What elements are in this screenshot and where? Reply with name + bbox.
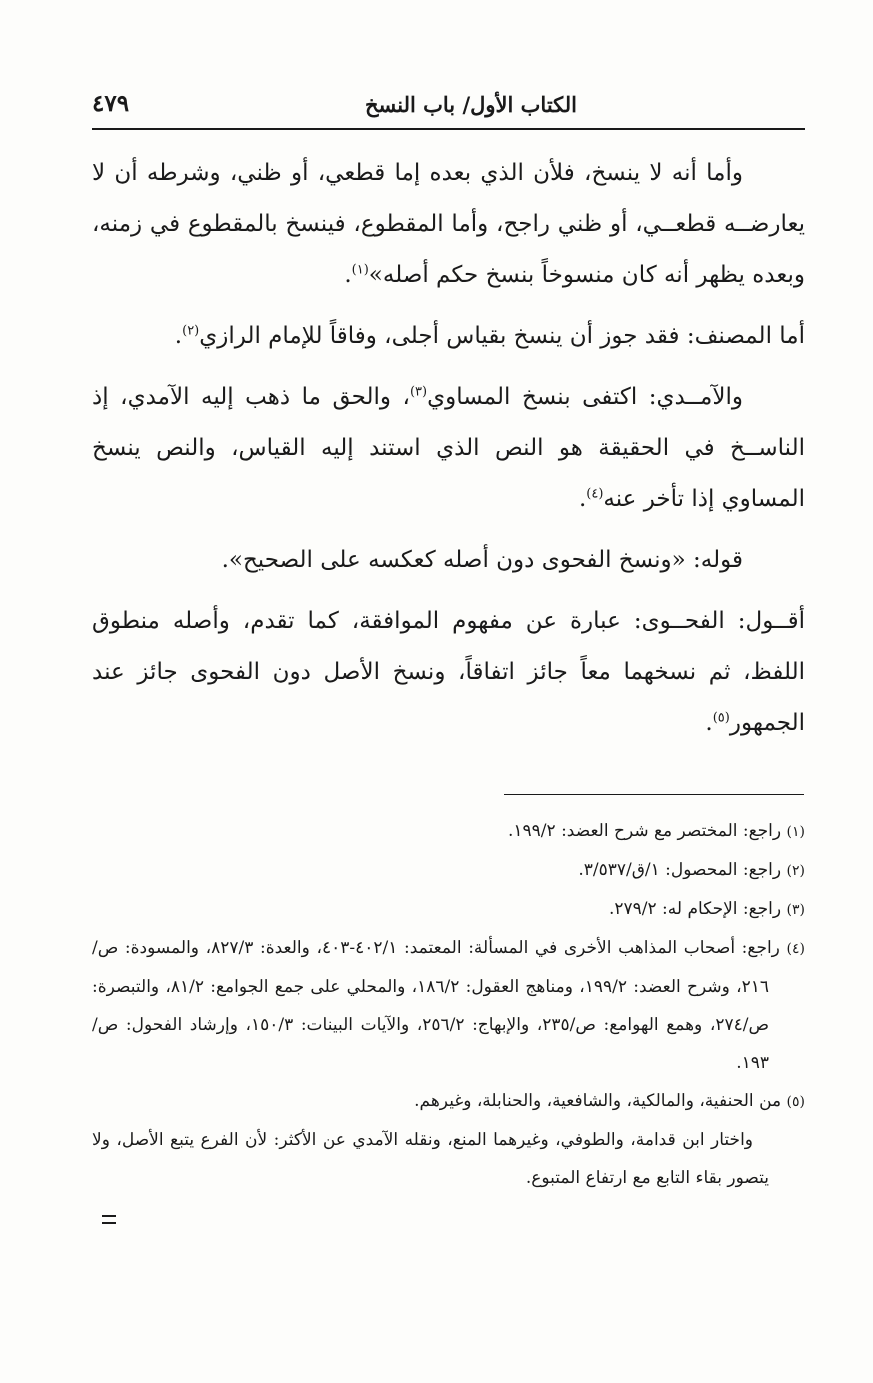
paragraph-text: وأما أنه لا ينسخ، فلأن الذي بعده إما قطعي، أو ظني، وشرطه أن لا يعارضــه قطعــي، أو ظني راجح، وأما المقطوع، فينسخ بالمقطوع في زمنه، وبعده يظهر أنه كان منسوخاً بنسخ حكم أصله» [92,160,805,288]
footnote-1 [92,812,805,851]
footnote-text: من الحنفية، والمالكية، والشافعية، والحنابلة، وغيرهم. [414,1091,782,1111]
footnote-number: (٤) [786,941,805,957]
paragraph-text: أقــول: الفحــوى: عبارة عن مفهوم الموافقة، كما تقدم، وأصله منطوق اللفظ، ثم نسخهما معاً جائز اتفاقاً، ونسخ الأصل دون الفحوى جائز عند الجمهور [92,608,805,736]
chapter-title: الكتاب الأول/ باب النسخ [364,92,577,117]
paragraph-1: وأما أنه لا ينسخ، فلأن الذي بعده إما قطعي، أو ظني، وشرطه أن لا يعارضــه قطعــي، أو ظني راجح، وأما المقطوع، فينسخ بالمقطوع في زمنه، وبعده يظهر أنه كان منسوخاً بنسخ حكم أصله»$^{(١)}$. [92,160,805,288]
footnote-ref: (٢) [182,323,200,339]
footnote-ref: (٣) [409,384,428,400]
footnote-5 [92,1082,805,1121]
footnotes [92,812,805,1197]
footnote-ref: (١) [351,262,369,278]
footnote-number: (٥) [786,1094,805,1110]
header-rule [92,128,805,130]
footnote-ref: (٤) [586,486,604,502]
paragraph-5: أقــول: الفحــوى: عبارة عن مفهوم الموافقة، كما تقدم، وأصله منطوق اللفظ، ثم نسخهما معاً جائز اتفاقاً، ونسخ الأصل دون الفحوى جائز عند الجمهور$^{(٥)}$. [92,608,805,736]
footnote-text: راجع: أصحاب المذاهب الأخرى في المسألة: المعتمد: ٤٠٢/١-٤٠٣، والعدة: ٨٢٧/٣، والمسودة: ص/٢١٦، وشرح العضد: ١٩٩/٢، ومناهج العقول: ١٨٦/٢، والمحلي على جمع الجوامع: ٨١/٢، والتبصرة: ص/٢٧٤، وهمع الهوامع: ص/٢٣٥، والإبهاج: ٢٥٦/٢، والآيات البينات: ١٥٠/٣، وإرشاد الفحول: ص/١٩٣. [92,938,780,1073]
footnote-2 [92,851,805,890]
footnote-separator [504,794,804,795]
footnote-4 [92,929,805,1082]
paragraph-2: أما المصنف: فقد جوز أن ينسخ بقياس أجلى، وفاقاً للإمام الرازي$^{(٢)}$. [174,323,805,349]
paragraph-text: والآمــدي: اكتفى بنسخ المساوي [427,384,743,410]
main-text [92,148,805,759]
running-header [92,88,805,128]
continuation-mark [102,1215,116,1224]
paragraph-3: والآمــدي: اكتفى بنسخ المساوي$^{(٣)}$، والحق ما ذهب إليه الآمدي، إذ الناســخ في الحقيقة هو النص الذي استند إليه القياس، والنص ينسخ المساوي إذا تأخر عنه$^{(٤)}$. [92,384,805,512]
footnote-text: راجع: المحصول: ١/ق/٣/٥٣٧. [578,860,782,880]
paragraph-4 [92,535,805,586]
paragraph-text: أما المصنف: فقد جوز أن ينسخ بقياس أجلى، وفاقاً للإمام الرازي [199,323,805,349]
paragraph-text: ، والحق ما ذهب إليه الآمدي، إذ الناســخ في الحقيقة هو النص الذي استند إليه القياس، والنص ينسخ المساوي إذا تأخر عنه [92,384,805,512]
footnote-5-continuation: واختار ابن قدامة، والطوفي، وغيرهما المنع، ونقله الآمدي عن الأكثر: لأن الفرع يتبع الأصل، ولا يتصور بقاء التابع مع ارتفاع المتبوع. [92,1130,769,1188]
footnote-3 [92,890,805,929]
footnote-number: (٢) [786,863,805,879]
footnote-text: راجع: الإحكام له: ٢٧٩/٢. [608,899,782,919]
paragraph-text: قوله: «ونسخ الفحوى دون أصله كعكسه على الصحيح». [221,547,743,573]
page-number: ٤٧٩ [92,90,130,117]
footnote-number: (١) [786,824,805,840]
footnote-text: راجع: المختصر مع شرح العضد: ١٩٩/٢. [508,821,782,841]
footnote-number: (٣) [786,902,805,918]
footnote-ref: (٥) [712,710,730,726]
